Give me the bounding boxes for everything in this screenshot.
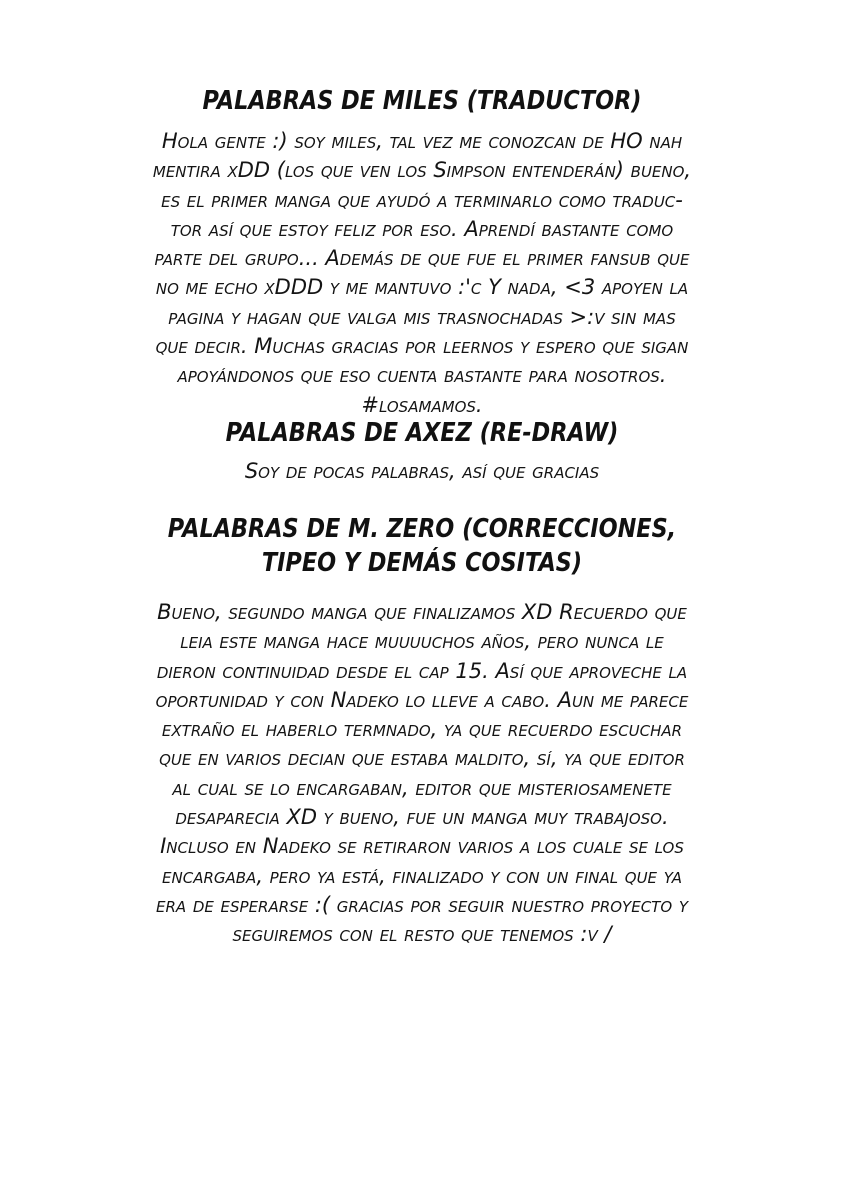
heading-line: PALABRAS DE AXEZ (RE-DRAW) [225, 418, 619, 448]
body-line: encargaba, pero ya está, finalizado y con un final que ya [162, 863, 682, 888]
body-line: pagina y hagan que valga mis trasnochadas >:v sin mas [168, 304, 676, 329]
heading-line: TIPEO Y DEMÁS COSITAS) [261, 548, 583, 578]
body-line: no me echo xDDD y me mantuvo :'c Y nada, <3 apoyen la [155, 275, 689, 300]
body-line: Hola gente :) soy miles, tal vez me conozcan de HO nah [161, 129, 683, 153]
body-line: Incluso en Nadeko se retiraron varios a los cuale se los [160, 834, 684, 859]
body-line: apoyándonos que eso cuenta bastante para nosotros. [177, 363, 667, 388]
body-line: dieron continuidad desde el cap 15. Así que aproveche la [156, 658, 688, 683]
section-heading-mzero [111, 512, 734, 580]
body-line: seguiremos con el resto que tenemos :v / [232, 922, 612, 947]
body-line: #losamamos. [361, 392, 483, 417]
section-heading-axez [111, 416, 734, 450]
body-line: al cual se lo encargaban, editor que misteriosamenete [172, 775, 672, 800]
body-line: es el primer manga que ayudó a terminarlo como traduc- [161, 187, 683, 212]
body-line: era de esperarse :( gracias por seguir nuestro proyecto y [156, 892, 688, 917]
section-body-miles [40, 127, 804, 420]
body-line: extraño el haberlo termnado, ya que recuerdo escuchar [161, 717, 683, 742]
section-body-axez [40, 457, 804, 486]
section-heading-miles [111, 84, 734, 118]
body-line: Bueno, segundo manga que finalizamos XD Recuerdo que [157, 600, 687, 624]
body-line: parte del grupo... Además de que fue el primer fansub que [154, 246, 690, 271]
body-line: tor así que estoy feliz por eso. Aprendí bastante como [170, 216, 674, 241]
body-line: que en varios decian que estaba maldito, sí, ya que editor [159, 746, 685, 771]
body-line: Soy de pocas palabras, así que gracias [244, 459, 600, 483]
body-line: mentira xDD (los que ven los Simpson entenderán) bueno, [152, 158, 692, 183]
body-line: leia este manga hace muuuuchos años, pero nunca le [180, 629, 664, 654]
heading-line: PALABRAS DE M. ZERO (CORRECCIONES, [167, 514, 677, 544]
section-body-mzero [40, 598, 804, 950]
body-line: que decir. Muchas gracias por leernos y espero que sigan [155, 334, 689, 359]
body-line: oportunidad y con Nadeko lo lleve a cabo. Aun me parece [155, 687, 689, 712]
body-line: desaparecia XD y bueno, fue un manga muy trabajoso. [175, 805, 669, 830]
heading-line: PALABRAS DE MILES (TRADUCTOR) [202, 86, 642, 116]
